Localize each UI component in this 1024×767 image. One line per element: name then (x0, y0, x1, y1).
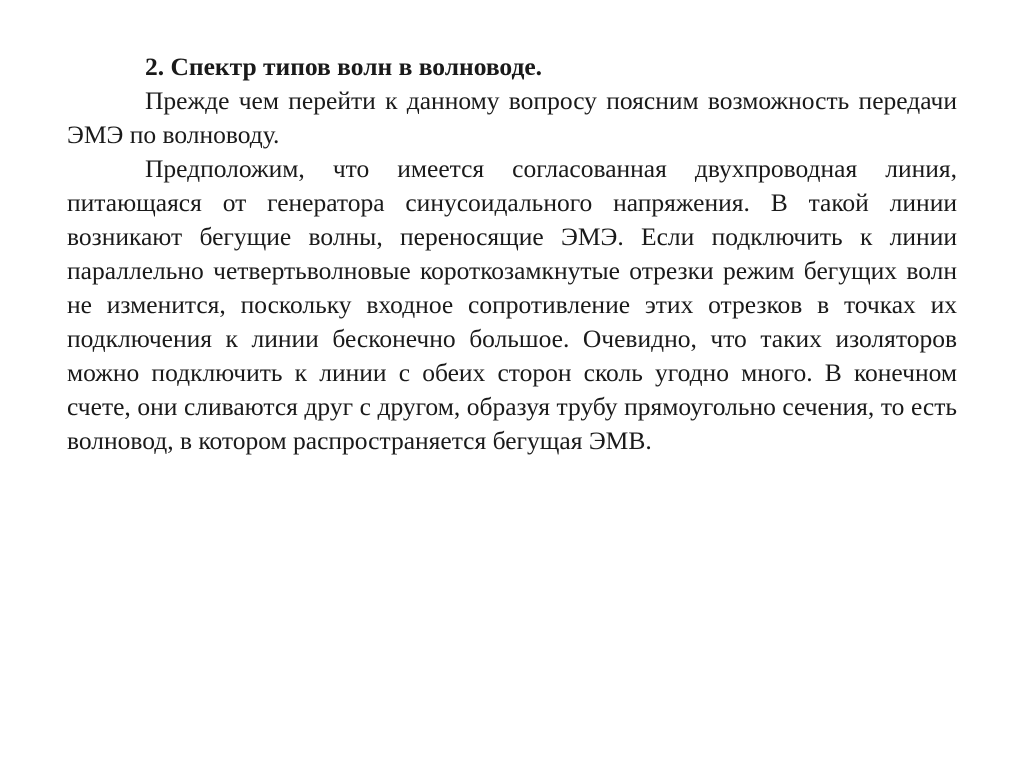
paragraph-explanation: Предположим, что имеется согласованная двухпроводная линия, питающаяся от генератора синусоидального напряжения. В такой линии возникают бегущие волны, переносящие ЭМЭ. Если подключить к линии параллельно четвертьволновые короткозамкнутые отрезки режим бегущих волн не изменится, поскольку входное сопротивление этих отрезков в точках их подключения к линии бесконечно большое. Очевидно, что таких изоляторов можно подключить к линии с обеих сторон сколь угодно много. В конечном счете, они сливаются друг с другом, образуя трубу прямоугольно сечения, то есть волновод, в котором распространяется бегущая ЭМВ. (67, 154, 957, 455)
section-heading: 2. Спектр типов волн в волноводе. (145, 52, 543, 81)
text-block (67, 50, 957, 458)
paragraph-intro: Прежде чем перейти к данному вопросу поясним возможность передачи ЭМЭ по волноводу. (67, 86, 957, 149)
